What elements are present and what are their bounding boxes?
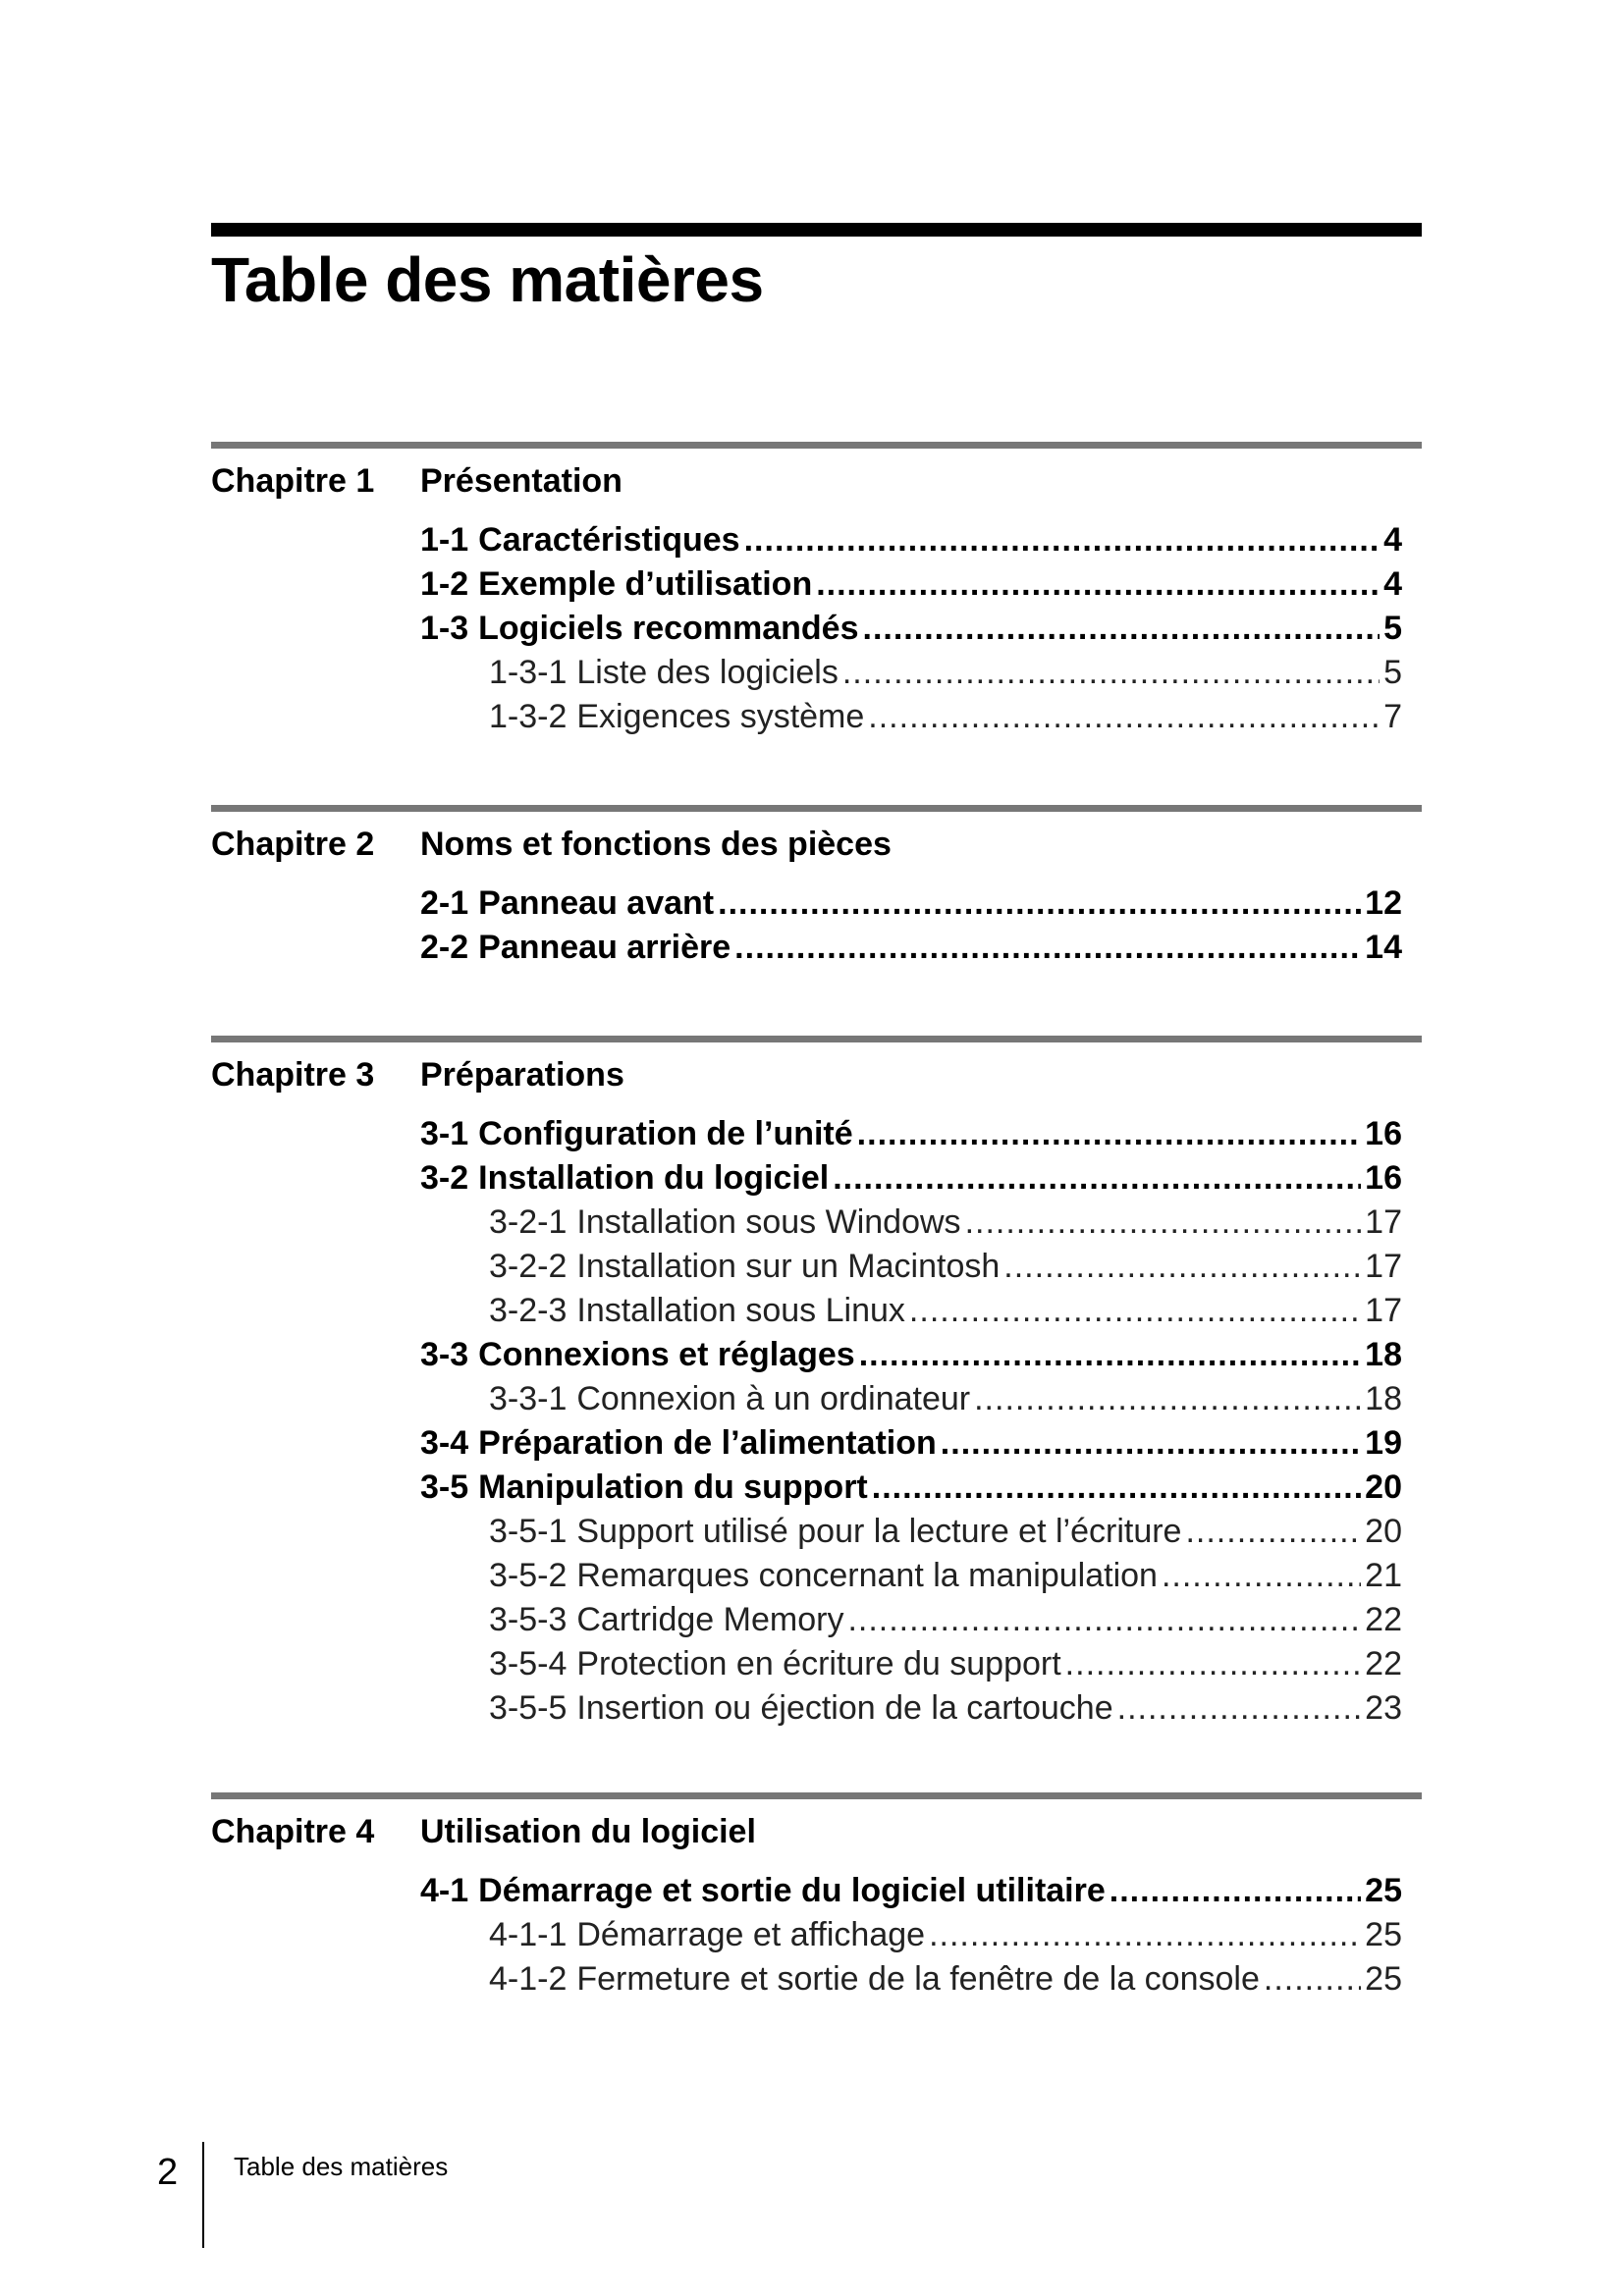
dot-leader: [718, 881, 1361, 926]
entry-label: Cartridge Memory: [576, 1601, 844, 1638]
entry-page: 16: [1365, 1159, 1402, 1197]
entry-number: 4-1-2: [489, 1960, 568, 1998]
entry-number: 3-3-1: [489, 1380, 568, 1417]
entry-page: 25: [1365, 1872, 1402, 1909]
entry-page: 18: [1365, 1380, 1402, 1417]
entry-number: 3-5-3: [489, 1601, 568, 1638]
entry-page: 22: [1365, 1601, 1402, 1638]
chapter-label: Chapitre 2: [211, 826, 375, 863]
entry-label: Exigences système: [576, 698, 865, 735]
toc-entry-4-1-2[interactable]: [489, 1957, 1402, 2002]
toc-entry-1-2[interactable]: [420, 562, 1402, 607]
dot-leader: [1117, 1686, 1362, 1731]
dot-leader: [734, 926, 1361, 970]
entry-label: Préparation de l’alimentation: [478, 1424, 937, 1462]
dot-leader: [909, 1289, 1361, 1333]
toc-entry-4-1-1[interactable]: [489, 1913, 1402, 1957]
dot-leader: [1065, 1642, 1362, 1686]
entry-page: 7: [1383, 698, 1402, 735]
entry-label: Démarrage et affichage: [576, 1916, 926, 1953]
entry-page: 14: [1365, 929, 1402, 966]
entry-label: Protection en écriture du support: [576, 1645, 1061, 1682]
entry-number: 1-3: [420, 610, 469, 647]
chapter-title: Présentation: [420, 462, 623, 500]
chapter-rule: [211, 1036, 1422, 1042]
dot-leader: [929, 1913, 1361, 1957]
chapter-label: Chapitre 3: [211, 1056, 375, 1094]
entry-number: 2-1: [420, 884, 469, 922]
entry-number: 1-1: [420, 521, 469, 559]
toc-entry-3-2-1[interactable]: [489, 1201, 1402, 1245]
entry-number: 3-5-4: [489, 1645, 568, 1682]
entry-page: 5: [1383, 654, 1402, 691]
toc-entry-4-1[interactable]: [420, 1869, 1402, 1913]
entry-number: 2-2: [420, 929, 469, 966]
toc-entry-3-2-3[interactable]: [489, 1289, 1402, 1333]
dot-leader: [847, 1598, 1361, 1642]
entry-page: 25: [1365, 1960, 1402, 1998]
dot-leader: [842, 651, 1380, 695]
toc-entry-3-5-4[interactable]: [489, 1642, 1402, 1686]
entry-number: 3-1: [420, 1115, 469, 1152]
dot-leader: [857, 1112, 1362, 1156]
entry-label: Insertion ou éjection de la cartouche: [576, 1689, 1113, 1727]
entry-number: 1-3-2: [489, 698, 568, 735]
entry-label: Logiciels recommandés: [478, 610, 859, 647]
entry-label: Panneau arrière: [478, 929, 731, 966]
toc-entry-1-3[interactable]: [420, 607, 1402, 651]
entry-page: 17: [1365, 1203, 1402, 1241]
chapter-2-entries: [211, 881, 1422, 970]
toc-entry-3-5[interactable]: [420, 1466, 1402, 1510]
chapter-4-entries: [211, 1869, 1422, 2002]
dot-leader: [1110, 1869, 1361, 1913]
entry-label: Fermeture et sortie de la fenêtre de la console: [576, 1960, 1260, 1998]
footer-section-label: Table des matières: [234, 2152, 449, 2181]
entry-label: Démarrage et sortie du logiciel utilitaire: [478, 1872, 1106, 1909]
dot-leader: [859, 1333, 1361, 1377]
toc-entry-2-2[interactable]: [420, 926, 1402, 970]
entry-label: Exemple d’utilisation: [478, 565, 813, 603]
entry-label: Installation sous Linux: [576, 1292, 905, 1329]
chapter-title: Préparations: [420, 1056, 624, 1094]
entry-page: 17: [1365, 1248, 1402, 1285]
chapter-1-entries: [211, 518, 1422, 739]
dot-leader: [816, 562, 1380, 607]
chapter-title: Noms et fonctions des pièces: [420, 826, 892, 863]
entry-label: Connexion à un ordinateur: [576, 1380, 971, 1417]
entry-number: 3-2: [420, 1159, 469, 1197]
dot-leader: [863, 607, 1380, 651]
dot-leader: [974, 1377, 1361, 1421]
entry-label: Support utilisé pour la lecture et l’écriture: [576, 1513, 1182, 1550]
entry-page: 16: [1365, 1115, 1402, 1152]
entry-number: 1-3-1: [489, 654, 568, 691]
toc-entry-3-3-1[interactable]: [489, 1377, 1402, 1421]
entry-number: 3-5: [420, 1468, 469, 1506]
entry-label: Manipulation du support: [478, 1468, 868, 1506]
entry-page: 20: [1365, 1468, 1402, 1506]
entry-label: Installation sur un Macintosh: [576, 1248, 1001, 1285]
entry-page: 23: [1365, 1689, 1402, 1727]
entry-page: 12: [1365, 884, 1402, 922]
entry-page: 21: [1365, 1557, 1402, 1594]
chapter-label: Chapitre 4: [211, 1813, 375, 1850]
entry-label: Configuration de l’unité: [478, 1115, 853, 1152]
toc-entry-1-1[interactable]: [420, 518, 1402, 562]
dot-leader: [1185, 1510, 1361, 1554]
dot-leader: [833, 1156, 1361, 1201]
dot-leader: [1003, 1245, 1361, 1289]
title-rule: [211, 223, 1422, 237]
toc-entry-3-2[interactable]: [420, 1156, 1402, 1201]
chapter-rule: [211, 442, 1422, 449]
entry-number: 1-2: [420, 565, 469, 603]
entry-page: 17: [1365, 1292, 1402, 1329]
toc-entry-3-5-3[interactable]: [489, 1598, 1402, 1642]
entry-label: Connexions et réglages: [478, 1336, 855, 1373]
dot-leader: [1264, 1957, 1361, 2002]
entry-page: 25: [1365, 1916, 1402, 1953]
dot-leader: [868, 695, 1380, 739]
toc-entry-1-3-1[interactable]: [489, 651, 1402, 695]
entry-number: 3-5-1: [489, 1513, 568, 1550]
entry-number: 3-4: [420, 1424, 469, 1462]
toc-entry-3-2-2[interactable]: [489, 1245, 1402, 1289]
dot-leader: [744, 518, 1380, 562]
entry-page: 4: [1383, 565, 1402, 603]
toc-entry-3-4[interactable]: [420, 1421, 1402, 1466]
entry-number: 3-2-3: [489, 1292, 568, 1329]
entry-page: 5: [1383, 610, 1402, 647]
toc-entry-2-1[interactable]: [420, 881, 1402, 926]
entry-page: 20: [1365, 1513, 1402, 1550]
entry-number: 3-3: [420, 1336, 469, 1373]
toc-entry-3-5-1[interactable]: [489, 1510, 1402, 1554]
entry-number: 4-1: [420, 1872, 469, 1909]
entry-number: 3-5-2: [489, 1557, 568, 1594]
toc-entry-1-3-2[interactable]: [489, 695, 1402, 739]
entry-label: Liste des logiciels: [576, 654, 839, 691]
entry-label: Installation du logiciel: [478, 1159, 830, 1197]
chapter-3-entries: [211, 1112, 1422, 1731]
chapter-label: Chapitre 1: [211, 462, 375, 500]
entry-number: 3-5-5: [489, 1689, 568, 1727]
chapter-rule: [211, 805, 1422, 812]
entry-label: Remarques concernant la manipulation: [576, 1557, 1158, 1594]
dot-leader: [1162, 1554, 1361, 1598]
dot-leader: [872, 1466, 1361, 1510]
page-title: Table des matières: [211, 244, 764, 315]
toc-entry-3-5-5[interactable]: [489, 1686, 1402, 1731]
entry-number: 4-1-1: [489, 1916, 568, 1953]
entry-page: 22: [1365, 1645, 1402, 1682]
toc-entry-3-5-2[interactable]: [489, 1554, 1402, 1598]
entry-label: Panneau avant: [478, 884, 715, 922]
page-number: 2: [157, 2152, 179, 2193]
dot-leader: [965, 1201, 1362, 1245]
footer-divider: [202, 2142, 204, 2248]
entry-number: 3-2-2: [489, 1248, 568, 1285]
entry-label: Installation sous Windows: [576, 1203, 961, 1241]
entry-number: 3-2-1: [489, 1203, 568, 1241]
entry-page: 19: [1365, 1424, 1402, 1462]
entry-page: 4: [1383, 521, 1402, 559]
toc-entry-3-3[interactable]: [420, 1333, 1402, 1377]
toc-entry-3-1[interactable]: [420, 1112, 1402, 1156]
entry-label: Caractéristiques: [478, 521, 740, 559]
entry-page: 18: [1365, 1336, 1402, 1373]
dot-leader: [941, 1421, 1361, 1466]
chapter-rule: [211, 1792, 1422, 1799]
chapter-title: Utilisation du logiciel: [420, 1813, 756, 1850]
